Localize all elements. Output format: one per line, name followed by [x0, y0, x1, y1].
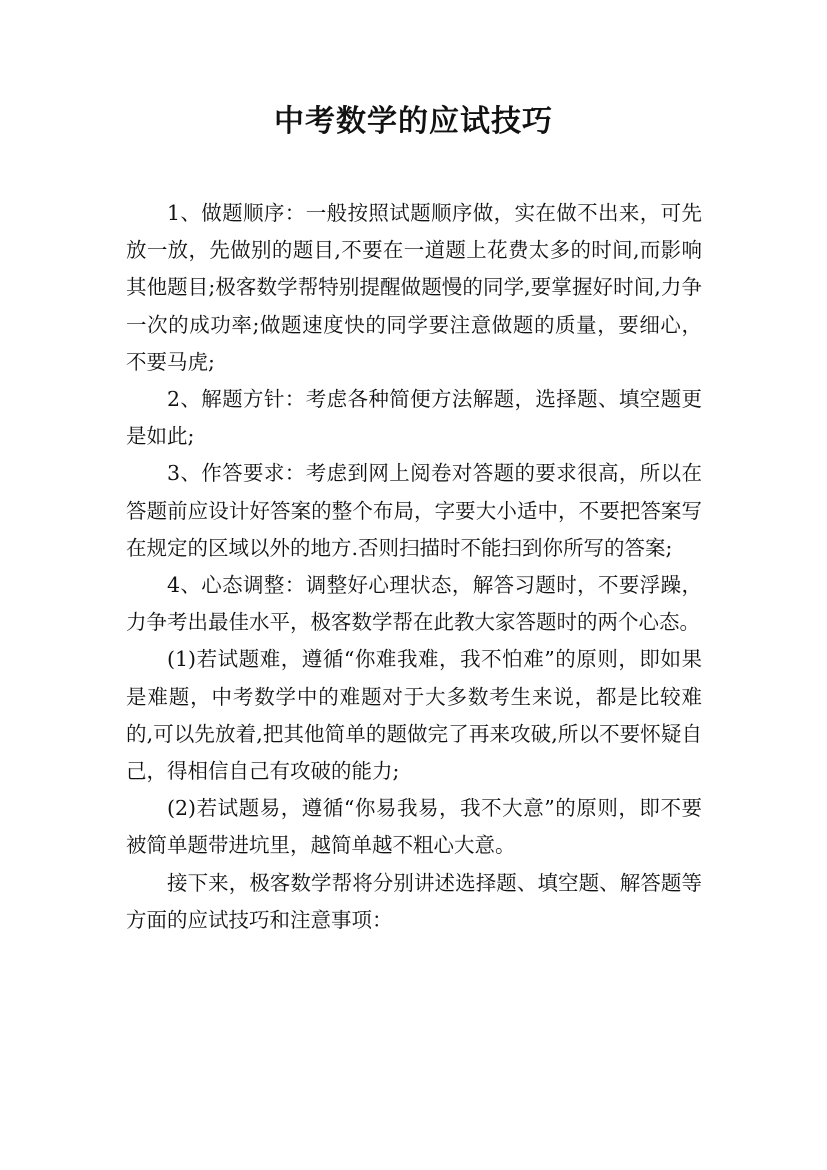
paragraph-answer-requirements: 3、作答要求：考虑到网上阅卷对答题的要求很高，所以在答题前应设计好答案的整个布局，字要大小适中，不要把答案写在规定的区域以外的地方.否则扫描时不能扫到你所写的答案; — [126, 461, 702, 560]
paragraph-mindset: 4、心态调整：调整好心理状态，解答习题时，不要浮躁，力争考出最佳水平，极客数学帮在此教大家答题时的两个心态。 — [126, 573, 702, 635]
paragraph-approach: 2、解题方针：考虑各种简便方法解题，选择题、填空题更是如此; — [126, 387, 702, 449]
paragraph-next-section: 接下来，极客数学帮将分别讲述选择题、填空题、解答题等方面的应试技巧和注意事项： — [126, 870, 702, 932]
paragraph-hard-questions: (1)若试题难，遵循“你难我难，我不怕难”的原则，即如果是难题，中考数学中的难题对于大多数考生来说，都是比较难的,可以先放着,把其他简单的题做完了再来攻破,所以不要怀疑自己，得相信自己有攻破的能力; — [126, 647, 702, 784]
paragraph-easy-questions: (2)若试题易，遵循“你易我易，我不大意”的原则，即不要被简单题带进坑里，越简单越不粗心大意。 — [126, 796, 702, 858]
document-body — [126, 195, 702, 939]
document-title: 中考数学的应试技巧 — [274, 104, 553, 139]
paragraph-order: 1、做题顺序：一般按照试题顺序做，实在做不出来，可先放一放，先做别的题目,不要在一道题上花费太多的时间,而影响其他题目;极客数学帮特别提醒做题慢的同学,要掌握好时间,力争一次的成功率;做题速度快的同学要注意做题的质量，要细心，不要马虎; — [126, 201, 702, 374]
